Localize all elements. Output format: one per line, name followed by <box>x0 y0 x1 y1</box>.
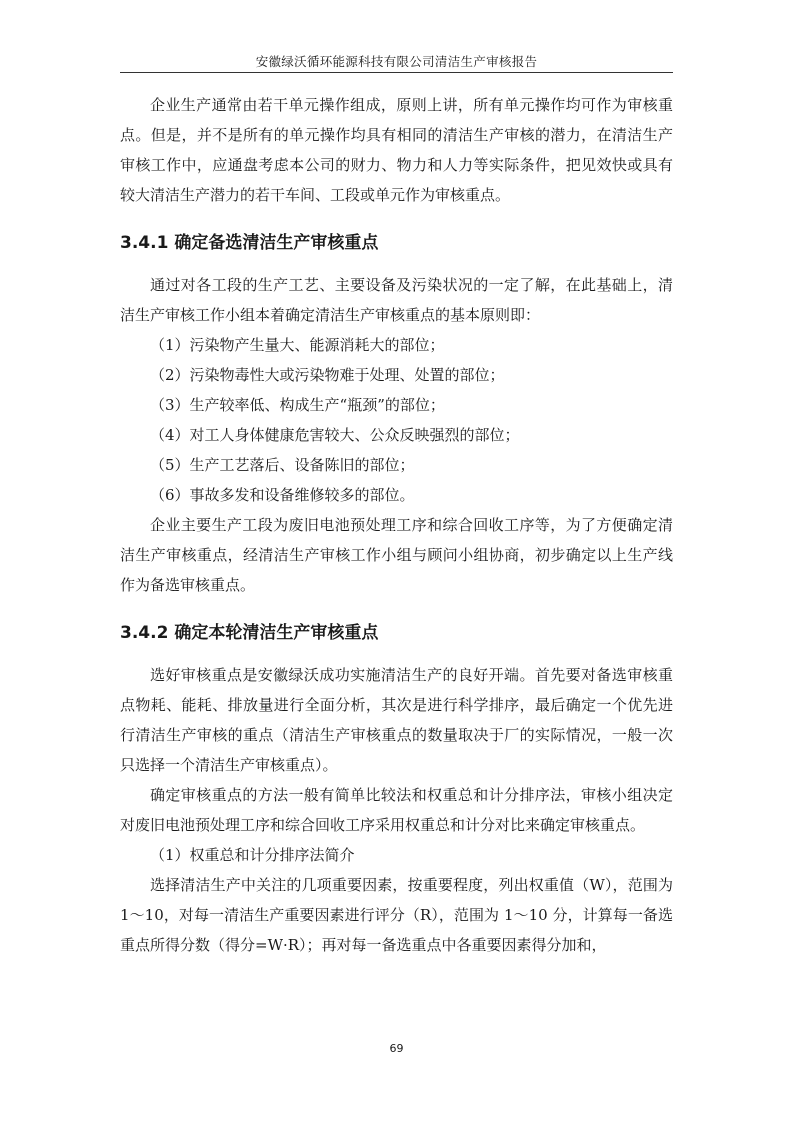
page-header: 安徽绿沃循环能源科技有限公司清洁生产审核报告 <box>255 54 538 69</box>
page-number: 69 <box>389 1042 404 1055</box>
section-heading-3-4-2: 3.4.2 确定本轮清洁生产审核重点 <box>120 623 379 643</box>
list-item: （2）污染物毒性大或污染物难于处理、处置的部位； <box>150 366 505 384</box>
section2-paragraph-1: 选好审核重点是安徽绿沃成功实施清洁生产的良好开端。首先要对备选审核重点物耗、能耗、排放量进行全面分析，其次是进行科学排序，最后确定一个优先进行清洁生产审核的重点（清洁生产审核重点的数量取决于厂的实际情况，一般一次只选择一个清洁生产审核重点）。 <box>120 666 673 774</box>
list-item: （6）事故多发和设备维修较多的部位。 <box>150 486 415 504</box>
section2-paragraph-3: 选择清洁生产中关注的几项重要因素，按重要程度，列出权重值（W），范围为 1～10，对每一清洁生产重要因素进行评分（R），范围为 1～10 分，计算每一备选重点所得分数（得分=W·R）；再对每一备选重点中各重要因素得分加和， <box>120 876 673 954</box>
list-item: （3）生产较率低、构成生产“瓶颈”的部位； <box>150 396 445 414</box>
subheading-weighted-scoring: （1）权重总和计分排序法简介 <box>150 846 355 864</box>
section1-paragraph-2: 企业主要生产工段为废旧电池预处理工序和综合回收工序等，为了方便确定清洁生产审核重点，经清洁生产审核工作小组与顾问小组协商，初步确定以上生产线作为备选审核重点。 <box>120 516 673 594</box>
list-item: （4）对工人身体健康危害较大、公众反映强烈的部位； <box>150 426 520 444</box>
page-body <box>120 90 673 960</box>
section2-paragraph-2: 确定审核重点的方法一般有简单比较法和权重总和计分排序法，审核小组决定对废旧电池预处理工序和综合回收工序采用权重总和计分对比来确定审核重点。 <box>120 786 673 834</box>
section1-paragraph-1: 通过对各工段的生产工艺、主要设备及污染状况的一定了解，在此基础上，清洁生产审核工作小组本着确定清洁生产审核重点的基本原则即： <box>120 276 673 324</box>
intro-paragraph: 企业生产通常由若干单元操作组成，原则上讲，所有单元操作均可作为审核重点。但是，并不是所有的单元操作均具有相同的清洁生产审核的潜力，在清洁生产审核工作中，应通盘考虑本公司的财力、物力和人力等实际条件，把见效快或具有较大清洁生产潜力的若干车间、工段或单元作为审核重点。 <box>120 96 673 204</box>
section-heading-3-4-1: 3.4.1 确定备选清洁生产审核重点 <box>120 233 379 253</box>
header-divider <box>120 72 673 73</box>
list-item: （1）污染物产生量大、能源消耗大的部位； <box>150 336 445 354</box>
list-item: （5）生产工艺落后、设备陈旧的部位； <box>150 456 415 474</box>
